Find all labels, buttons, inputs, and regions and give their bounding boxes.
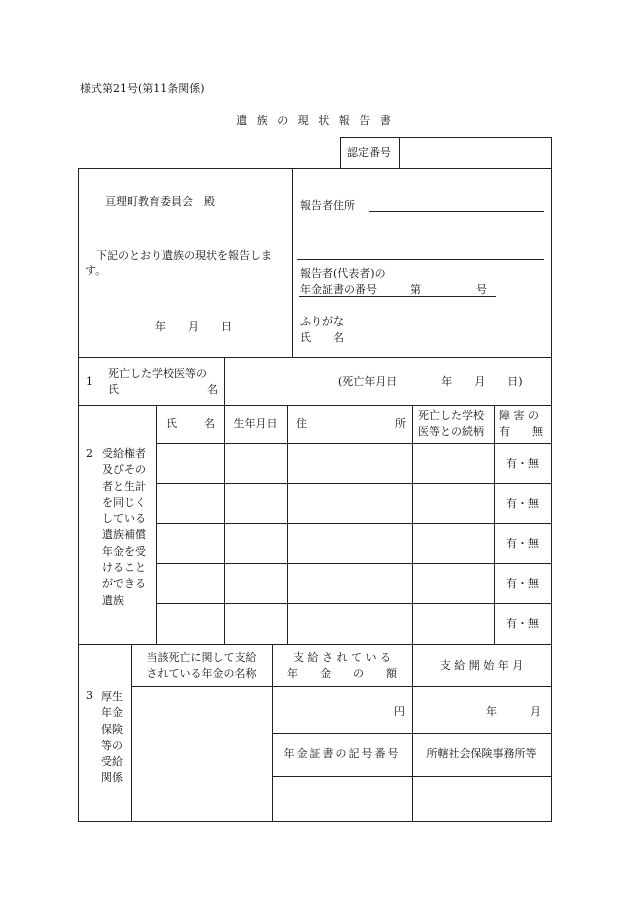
section3-number: 3 xyxy=(86,689,93,702)
col-amount-line2: 年 金 の 額 xyxy=(287,667,397,680)
section3-label: 厚生 年金 保険 等の 受給 関係 xyxy=(101,690,123,785)
col-pension-name-line2: されている年金の名称 xyxy=(146,667,257,680)
reporter-rep-label: 報告者(代表者)の xyxy=(300,267,386,280)
cert-number-label: 認定番号 xyxy=(347,146,391,159)
disability-row1[interactable]: 有・無 xyxy=(506,457,539,470)
col-address-b: 所 xyxy=(395,417,406,430)
section2-number: 2 xyxy=(86,447,93,460)
addressee: 亘理町教育委員会 殿 xyxy=(105,195,215,208)
cert-number-field[interactable] xyxy=(401,139,550,167)
statement-line2: す。 xyxy=(85,264,107,277)
disability-row5[interactable]: 有・無 xyxy=(506,617,539,630)
pension-cert-code-label: 年金証書の記号番号 xyxy=(283,747,401,760)
col-birthdate: 生年月日 xyxy=(233,417,278,430)
section1-label-line2: 氏 xyxy=(108,383,119,396)
col-disability-line2: 有 無 xyxy=(499,425,543,438)
furigana-label: ふりがな xyxy=(300,315,344,328)
reporter-address-line2[interactable] xyxy=(297,259,544,260)
col-amount-line1: 支 給 さ れ て い る xyxy=(293,651,391,664)
yen-unit: 円 xyxy=(394,705,405,718)
reporter-address-line[interactable] xyxy=(369,211,544,212)
section1-number: 1 xyxy=(86,375,93,388)
col-name-a: 氏 xyxy=(166,417,177,430)
name-label: 氏 名 xyxy=(300,331,344,344)
col-name-b: 名 xyxy=(204,417,215,430)
col-relation-line1: 死亡した学校 xyxy=(418,409,484,422)
section1-label-line1: 死亡した学校医等の xyxy=(108,367,207,380)
pension-cert-number-label: 年金証書の番号 第 号 xyxy=(300,283,487,296)
reporter-address-label: 報告者住所 xyxy=(300,199,355,212)
col-start-date: 支 給 開 始 年 月 xyxy=(439,659,524,672)
disability-row2[interactable]: 有・無 xyxy=(506,497,539,510)
disability-row3[interactable]: 有・無 xyxy=(506,537,539,550)
pension-cert-number-underline xyxy=(299,296,496,297)
col-address-a: 住 xyxy=(296,417,307,430)
col-pension-name-line1: 当該死亡に関して支給 xyxy=(146,651,257,664)
statement-line1: 下記のとおり遺族の現状を報告しま xyxy=(96,249,272,262)
col-disability-line1: 障 害 の xyxy=(499,409,539,422)
year-month-unit: 年 月 xyxy=(486,705,541,718)
section1-label-line3: 名 xyxy=(207,383,218,396)
page-title: 遺 族 の 現 状 報 告 書 xyxy=(236,114,394,127)
death-date-label: (死亡年月日 年 月 日) xyxy=(338,375,523,388)
section2-label: 受給権者 及びその 者と生計 を同じく している 遺族補償 年金を受 けること ができる 遺族 xyxy=(102,447,146,607)
report-date: 年 月 日 xyxy=(155,320,232,333)
social-insurance-office-label: 所轄社会保険事務所等 xyxy=(426,747,537,760)
disability-row4[interactable]: 有・無 xyxy=(506,577,539,590)
col-relation-line2: 医等との続柄 xyxy=(418,425,484,438)
form-number: 様式第21号(第11条関係) xyxy=(80,82,205,95)
